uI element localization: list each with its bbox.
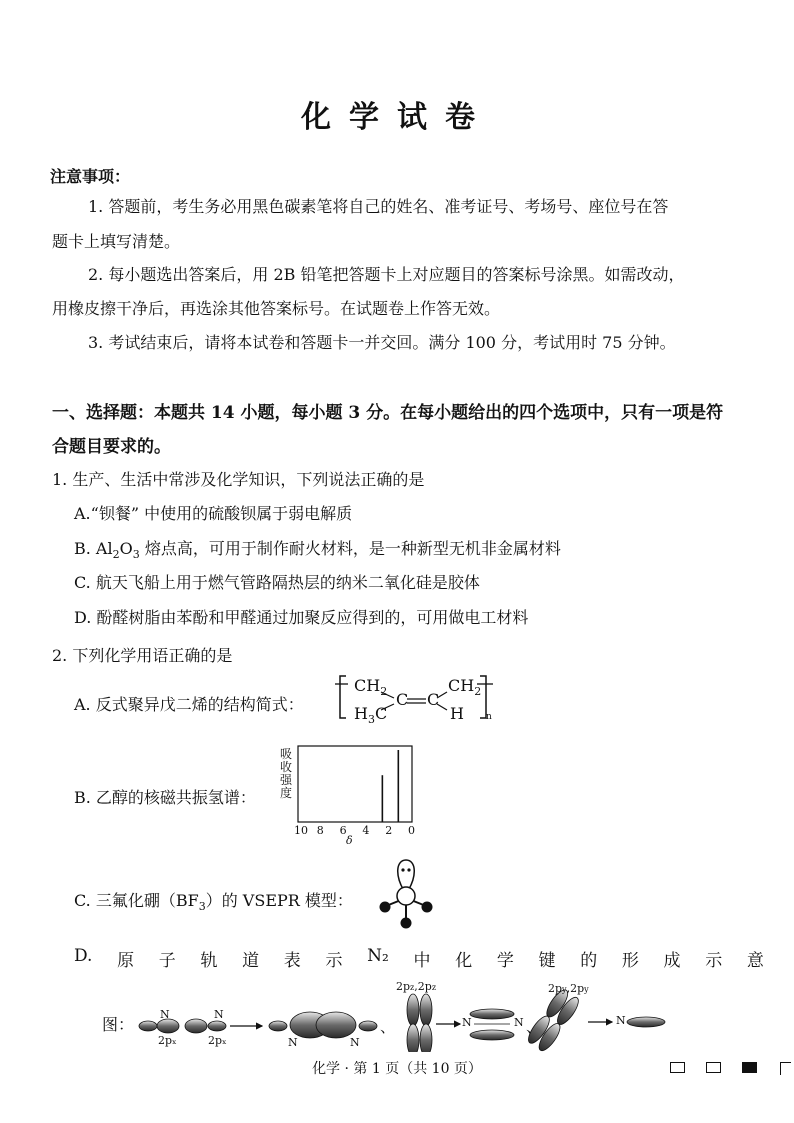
nmr-ylabel: 吸收强度 (280, 747, 293, 800)
d-char: 化 (455, 951, 473, 971)
q1-option-b: B. $Al_2O_3$ 熔点高，可用于制作耐火材料，是一种新型无机非金属材料 (74, 539, 561, 561)
orbital-overlap-diagram (138, 978, 678, 1052)
exam-title: 化学试卷 (301, 100, 493, 135)
orbital-label-2pz: 2pz,2pz (396, 980, 437, 993)
q2-option-d-line-1 (74, 946, 764, 971)
q1-option-d: D. 酚醛树脂由苯酚和甲醛通过加聚反应得到的，可用做电工材料 (74, 608, 529, 627)
nmr-tick-label: 2 (385, 824, 393, 837)
d-char: 学 (496, 951, 514, 971)
d-char: 中 (413, 951, 431, 971)
d-char: D. (74, 946, 93, 966)
q1-option-a: A.“钡餐” 中使用的硫酸钡属于弱电解质 (74, 504, 353, 523)
notice-item-1-line-1: 1. 答题前，考生务必用黑色碳素笔将自己的姓名、准考证号、考场号、座位号在答 (88, 197, 669, 216)
d-char: 道 (242, 951, 260, 971)
notice-item-3: 3. 考试结束后，请将本试卷和答题卡一并交回。满分 100 分，考试用时 75 分钟。 (88, 333, 676, 352)
q2-option-d-line-2: 图： (102, 1015, 135, 1034)
repeat-n: n (486, 712, 492, 722)
d-char: 意 (746, 951, 764, 971)
nmr-xlabel: δ (346, 834, 353, 847)
orbital-n-1: N (160, 1008, 170, 1021)
section-1-heading-line-1: 一、选择题：本题共 14 小题，每小题 3 分。在每小题给出的四个选项中，只有一项是符 (52, 403, 724, 423)
registration-mark (670, 1062, 685, 1073)
orbital-n-2: N (214, 1008, 224, 1021)
d-char: 表 (283, 951, 301, 971)
polyisoprene-structure (334, 672, 494, 724)
page-footer: 化学 · 第 1 页（共 10 页） (312, 1061, 482, 1077)
bf3-vsepr-model (374, 858, 438, 934)
registration-mark (780, 1062, 791, 1075)
ch2-left: $CH_2$ (354, 676, 388, 698)
d-char: 原 (117, 951, 135, 971)
q1-option-c: C. 航天飞船上用于燃气管路隔热层的纳米二氧化硅是胶体 (74, 573, 480, 592)
nmr-tick-label: 0 (408, 824, 415, 837)
d-char: 形 (621, 951, 639, 971)
notice-item-1-line-2: 题卡上填写清楚。 (52, 232, 181, 251)
d-char: 示 (705, 951, 723, 971)
notice-heading: 注意事项： (50, 167, 131, 186)
orbital-label-2px-2: 2pₓ (208, 1034, 227, 1047)
d-char: 子 (158, 951, 176, 971)
orbital-n-3: N (288, 1036, 298, 1049)
registration-mark (742, 1062, 757, 1073)
q1-stem: 1. 生产、生活中常涉及化学知识，下列说法正确的是 (52, 470, 425, 489)
orbital-n-6: N (514, 1016, 524, 1029)
notice-item-2-line-2: 用橡皮擦干净后，再选涂其他答案标号。在试题卷上作答无效。 (52, 299, 501, 318)
bf3-vsepr-svg (374, 858, 438, 934)
d-char: 示 (325, 951, 343, 971)
q2-option-b-label: B. 乙醇的核磁共振氢谱： (74, 788, 256, 807)
d-char: 键 (538, 951, 556, 971)
d-char: N₂ (367, 946, 389, 966)
orbital-n-4: N (350, 1036, 360, 1049)
d-char: 成 (663, 951, 681, 971)
orbital-n-7: N (616, 1014, 626, 1027)
carbon-right: C (427, 690, 440, 709)
q2-option-c: C. 三氟化硼$(BF_3)$的 VSEPR 模型： (74, 891, 353, 913)
q2-stem: 2. 下列化学用语正确的是 (52, 646, 233, 665)
nmr-tick-label: 6 (339, 824, 347, 837)
d-char: 轨 (200, 951, 218, 971)
d-char: 的 (580, 951, 598, 971)
h3c-group: $H_3C$ (354, 704, 388, 726)
carbon-left: C (396, 690, 409, 709)
q2-option-a-label: A. 反式聚异戊二烯的结构简式： (74, 695, 304, 714)
ch2-right: $CH_2$ (448, 676, 482, 698)
hydrogen-atom: H (450, 704, 464, 723)
nmr-spectrum (278, 740, 418, 850)
notice-item-2-line-1: 2. 每小题选出答案后，用 2B 铅笔把答题卡上对应题目的答案标号涂黑。如需改动， (88, 265, 685, 284)
nmr-tick-label: 4 (362, 824, 370, 837)
orbital-n-5: N (462, 1016, 472, 1029)
separator-1: 、 (380, 1018, 396, 1036)
orbital-label-2px-1: 2pₓ (158, 1034, 177, 1047)
nmr-tick-label: 8 (316, 824, 324, 837)
separator-2: 、 (526, 1018, 542, 1036)
orbital-label-2py: 2py,2py (548, 982, 589, 995)
nmr-tick-label: 10 (294, 824, 308, 837)
section-1-heading-line-2: 合题目要求的。 (52, 437, 171, 457)
registration-mark (706, 1062, 721, 1073)
